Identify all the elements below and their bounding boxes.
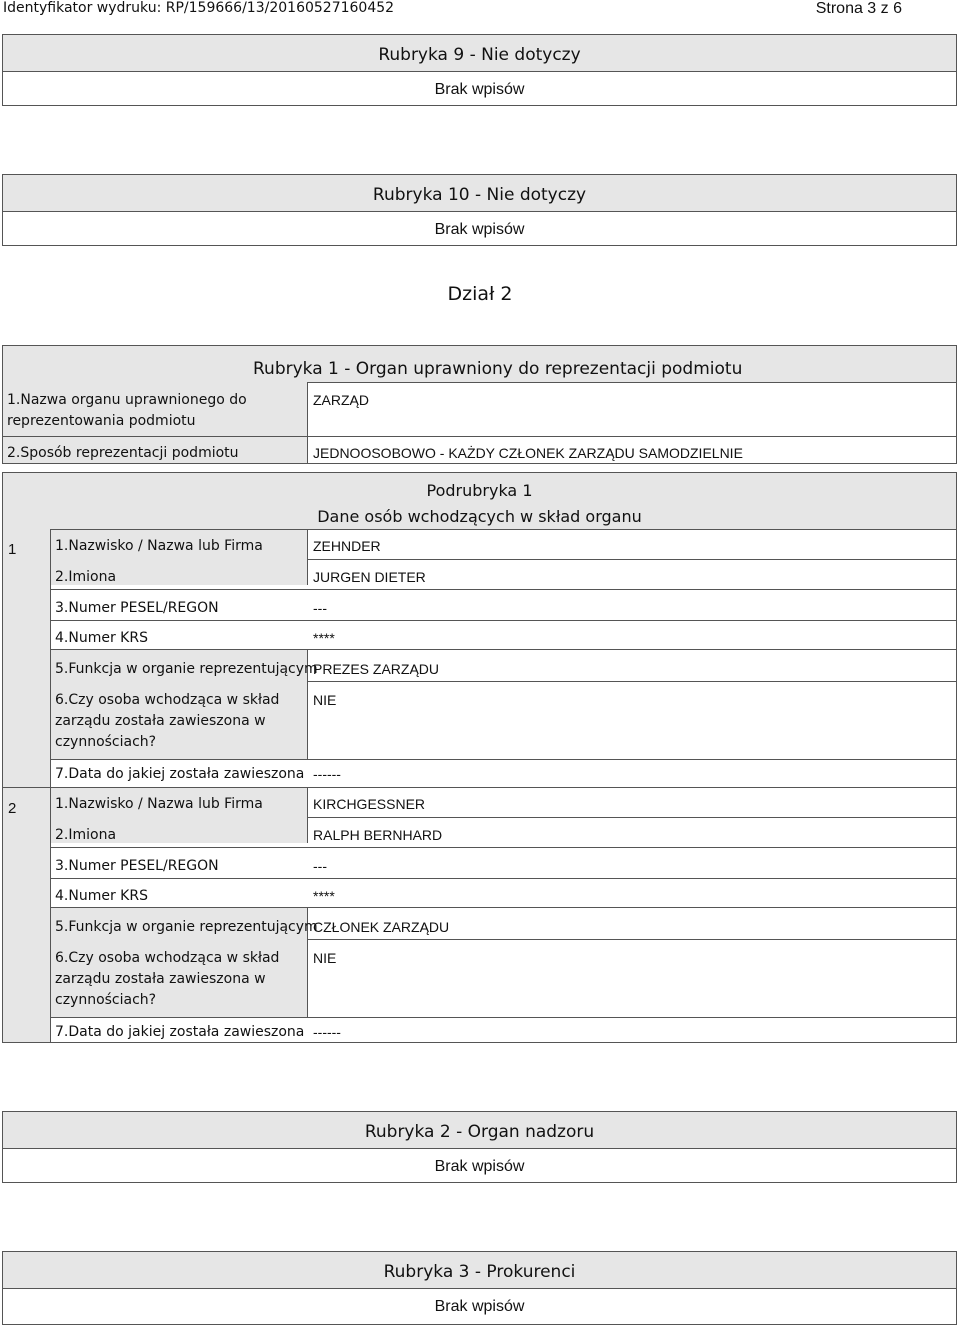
person-2-number: 2 <box>8 800 17 817</box>
person-2-pesel: --- <box>313 858 327 874</box>
person-1-suspended-label-line1: 6.Czy osoba wchodząca w skład <box>55 692 280 708</box>
organ-name-label-line1: 1.Nazwa organu uprawnionego do <box>7 392 247 408</box>
print-identifier: Identyfikator wydruku: RP/159666/13/20160527160452 <box>3 0 395 16</box>
page-number: Strona 3 z 6 <box>815 0 902 17</box>
rubryka-1-header <box>3 346 956 382</box>
person-2-suspended: NIE <box>313 950 337 966</box>
person-1-suspended-until: ------ <box>313 766 341 782</box>
rubryka-2-title: Rubryka 2 - Organ nadzoru <box>3 1112 956 1149</box>
representation-label: 2.Sposób reprezentacji podmiotu <box>7 445 239 461</box>
person-1-krs-label: 4.Numer KRS <box>55 630 148 646</box>
person-2-suspended-label-line1: 6.Czy osoba wchodząca w skład <box>55 950 280 966</box>
person-2-surname-label: 1.Nazwisko / Nazwa lub Firma <box>55 796 263 812</box>
rubryka-9-title: Rubryka 9 - Nie dotyczy <box>3 35 956 72</box>
person-1-number: 1 <box>8 541 17 558</box>
person-1-names-label: 2.Imiona <box>55 569 117 585</box>
person-2-suspended-until-label: 7.Data do jakiej została zawieszona <box>55 1024 305 1040</box>
podrubryka-1-title: Podrubryka 1 <box>426 481 533 500</box>
rubryka-2-section <box>2 1111 957 1183</box>
rubryka-2-body: Brak wpisów <box>434 1158 525 1175</box>
rubryka-10-title: Rubryka 10 - Nie dotyczy <box>3 175 956 212</box>
person-1-pesel: --- <box>313 600 327 616</box>
representation-value: JEDNOOSOBOWO - KAŻDY CZŁONEK ZARZĄDU SAMODZIELNIE <box>313 445 743 461</box>
rubryka-3-section <box>2 1251 957 1325</box>
person-1-suspended-label-line3: czynnościach? <box>55 734 157 750</box>
person-2-suspended-label-line2: zarządu została zawieszona w <box>55 971 266 987</box>
person-1-pesel-label: 3.Numer PESEL/REGON <box>55 600 219 616</box>
person-1-names: JURGEN DIETER <box>313 569 426 585</box>
organ-name-value: ZARZĄD <box>313 392 369 408</box>
rubryka-10-body: Brak wpisów <box>434 221 525 238</box>
person-number-column <box>3 529 51 1042</box>
person-1-surname-label: 1.Nazwisko / Nazwa lub Firma <box>55 538 263 554</box>
person-2-surname: KIRCHGESSNER <box>313 796 426 812</box>
rubryka-1-section <box>2 345 957 464</box>
rubryka-3-body: Brak wpisów <box>434 1298 525 1315</box>
rubryka-1-title: Rubryka 1 - Organ uprawniony do reprezentacji podmiotu <box>253 359 743 379</box>
rubryka-10-section <box>2 174 957 246</box>
person-1-function: PREZES ZARZĄDU <box>313 661 440 677</box>
organ-name-label-line2: reprezentowania podmiotu <box>7 413 196 429</box>
person-2-suspended-until: ------ <box>313 1024 341 1040</box>
section-heading: Dział 2 <box>447 283 513 305</box>
person-1-function-label: 5.Funkcja w organie reprezentującym <box>55 661 318 677</box>
person-2-names-label: 2.Imiona <box>55 827 117 843</box>
person-1-suspended-label-line2: zarządu została zawieszona w <box>55 713 266 729</box>
rubryka-9-body: Brak wpisów <box>434 81 525 98</box>
person-1-surname: ZEHNDER <box>313 538 381 554</box>
person-2-names: RALPH BERNHARD <box>313 827 443 843</box>
person-2-pesel-label: 3.Numer PESEL/REGON <box>55 858 219 874</box>
rubryka-9-section <box>2 34 957 106</box>
podrubryka-1-subtitle: Dane osób wchodzących w skład organu <box>317 507 642 526</box>
person-1-suspended-until-label: 7.Data do jakiej została zawieszona <box>55 766 305 782</box>
person-1-krs: **** <box>313 630 335 646</box>
podrubryka-1-section <box>2 472 957 1043</box>
rubryka-3-title: Rubryka 3 - Prokurenci <box>3 1252 956 1289</box>
person-2-krs-label: 4.Numer KRS <box>55 888 148 904</box>
podrubryka-1-header <box>3 473 956 530</box>
person-2-krs: **** <box>313 888 335 904</box>
person-2-function-label: 5.Funkcja w organie reprezentującym <box>55 919 318 935</box>
person-1-suspended: NIE <box>313 692 337 708</box>
person-2-suspended-label-line3: czynnościach? <box>55 992 157 1008</box>
person-2-function: CZŁONEK ZARZĄDU <box>313 919 450 935</box>
